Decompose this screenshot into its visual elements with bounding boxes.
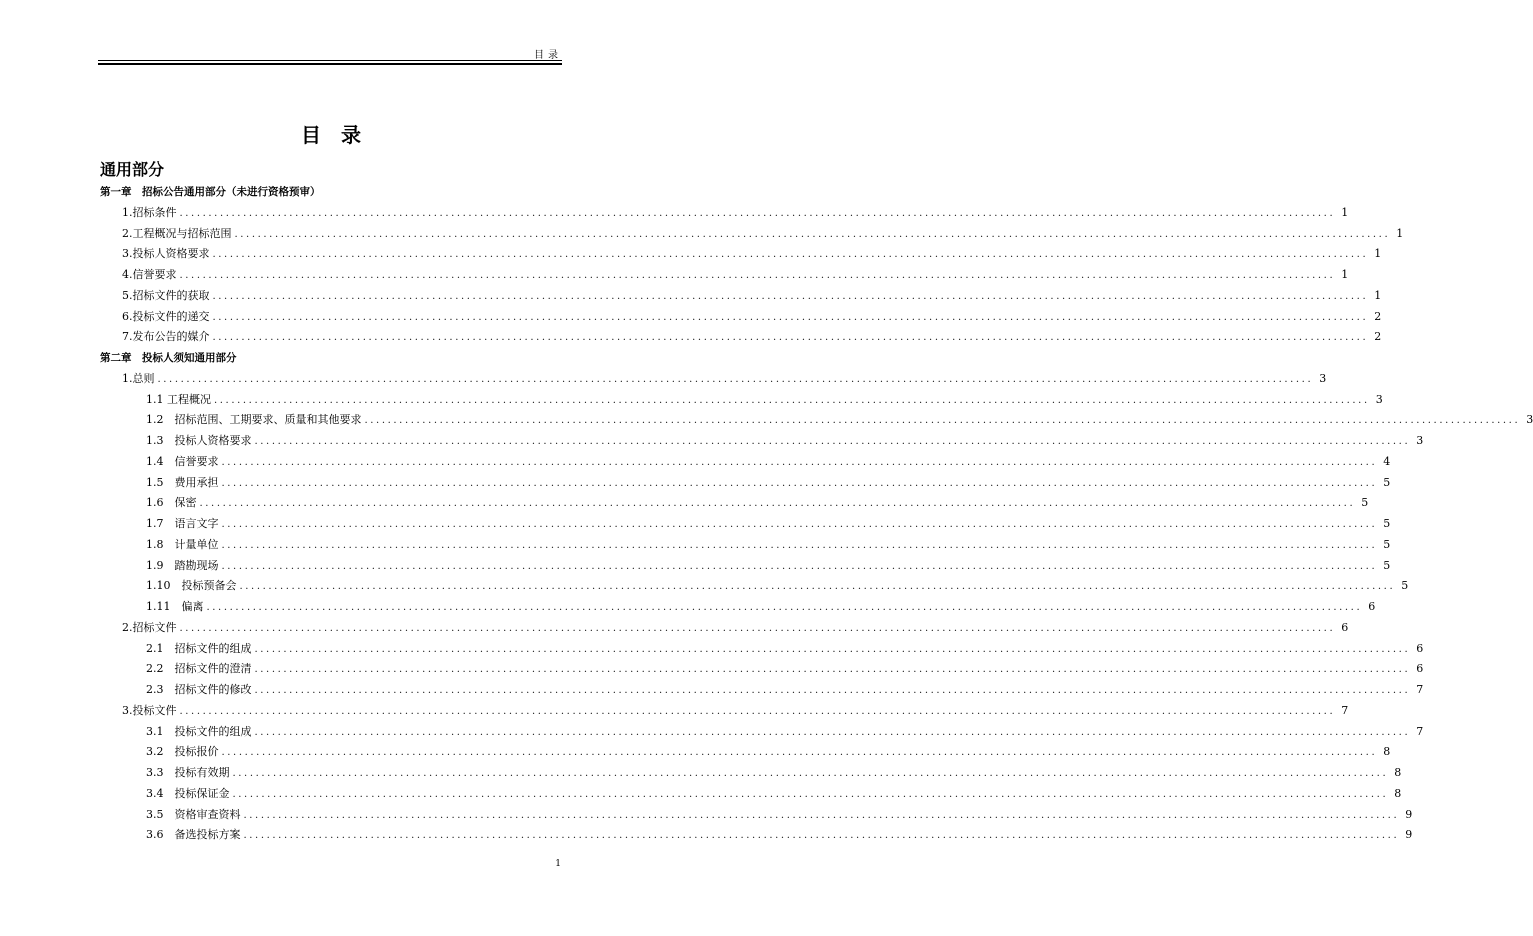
page-number: 1 bbox=[555, 859, 561, 869]
toc-dot-leader: ........................................................................................................................................................................................................ bbox=[364, 415, 1521, 427]
toc-entry-page: 1 bbox=[1374, 247, 1382, 261]
toc-entry[interactable] bbox=[100, 784, 1402, 805]
toc-dot-leader: ........................................................................................................................................................................................................ bbox=[234, 228, 1391, 240]
toc-entry-label: 7.发布公告的媒介 bbox=[122, 330, 210, 344]
toc-entry[interactable] bbox=[100, 556, 1391, 577]
toc-entry[interactable] bbox=[100, 493, 1369, 514]
toc-entry-page: 1 bbox=[1374, 288, 1382, 302]
toc-entry[interactable] bbox=[100, 307, 1382, 328]
toc-entry[interactable] bbox=[100, 410, 1533, 431]
toc-entry-page: 9 bbox=[1405, 807, 1413, 821]
toc-entry-label: 2.1 招标文件的组成 bbox=[146, 641, 252, 655]
toc-entry[interactable] bbox=[100, 244, 1382, 265]
toc-entry-label: 3.6 备选投标方案 bbox=[146, 828, 241, 842]
toc-entry-label: 4.信誉要求 bbox=[122, 268, 177, 281]
toc-entry[interactable] bbox=[100, 203, 1349, 224]
toc-entry[interactable] bbox=[100, 286, 1382, 307]
toc-entry-page: 3 bbox=[1416, 434, 1424, 447]
toc-entry-label: 1.9 踏勘现场 bbox=[146, 558, 219, 572]
toc-entry-label: 1.4 信誉要求 bbox=[146, 454, 219, 468]
toc-entry-page: 7 bbox=[1341, 703, 1349, 717]
toc-entry-label: 1.11 偏离 bbox=[146, 600, 204, 613]
toc-entry[interactable] bbox=[100, 639, 1424, 660]
toc-entry[interactable] bbox=[100, 265, 1349, 286]
toc-entry[interactable] bbox=[100, 535, 1391, 556]
toc-chapter-heading bbox=[100, 182, 562, 203]
toc-dot-leader: ........................................................................................................................................................................................................ bbox=[179, 207, 1336, 219]
toc-entry-label: 1.总则 bbox=[122, 371, 155, 385]
toc-entry-label: 1.2 招标范围、工期要求、质量和其他要求 bbox=[146, 413, 362, 427]
toc-entry[interactable] bbox=[100, 473, 1391, 494]
toc-entry-page: 6 bbox=[1416, 641, 1424, 655]
toc-entry-label: 1.6 保密 bbox=[146, 496, 197, 510]
toc-entry-label: 1.5 费用承担 bbox=[146, 475, 219, 489]
toc-entry[interactable] bbox=[100, 369, 1327, 390]
toc-entry[interactable] bbox=[100, 597, 1376, 618]
toc-entry-label: 1.7 语言文字 bbox=[146, 517, 219, 530]
toc-dot-leader: ........................................................................................................................................................................................................ bbox=[212, 290, 1369, 302]
toc-entry[interactable] bbox=[100, 390, 1383, 411]
toc-entry-page: 5 bbox=[1383, 475, 1391, 489]
toc-dot-leader: ........................................................................................................................................................................................................ bbox=[232, 768, 1389, 779]
toc-entry-page: 8 bbox=[1394, 786, 1402, 800]
toc-entry-label: 2.3 招标文件的修改 bbox=[146, 683, 252, 696]
toc-entry-label: 3.投标文件 bbox=[122, 703, 177, 717]
toc-entry[interactable] bbox=[100, 224, 1404, 245]
toc-entry-label: 2.2 招标文件的澄清 bbox=[146, 662, 252, 676]
toc-entry-label: 2.招标文件 bbox=[122, 620, 177, 634]
toc-entry-label: 3.3 投标有效期 bbox=[146, 766, 230, 779]
toc-entry-label: 第二章 投标人须知通用部分 bbox=[100, 352, 237, 364]
toc-dot-leader: ........................................................................................................................................................................................................ bbox=[254, 726, 1411, 738]
toc-dot-leader: ........................................................................................................................................................................................................ bbox=[221, 539, 1378, 551]
toc-dot-leader: ........................................................................................................................................................................................................ bbox=[239, 581, 1396, 593]
toc-entry-label: 2.工程概况与招标范围 bbox=[122, 226, 232, 240]
toc-entry-page: 7 bbox=[1416, 683, 1424, 696]
table-of-contents bbox=[100, 182, 1533, 846]
toc-entry-label: 1.8 计量单位 bbox=[146, 537, 219, 551]
toc-entry-page: 5 bbox=[1361, 496, 1369, 510]
toc-dot-leader: ........................................................................................................................................................................................................ bbox=[212, 249, 1369, 261]
toc-entry[interactable] bbox=[100, 742, 1391, 763]
toc-entry[interactable] bbox=[100, 514, 1391, 535]
toc-entry-page: 3 bbox=[1319, 371, 1327, 385]
toc-dot-leader: ........................................................................................................................................................................................................ bbox=[214, 394, 1370, 406]
toc-entry[interactable] bbox=[100, 327, 1382, 348]
toc-dot-leader: ........................................................................................................................................................................................................ bbox=[206, 602, 1363, 613]
toc-dot-leader: ........................................................................................................................................................................................................ bbox=[221, 477, 1378, 489]
toc-entry[interactable] bbox=[100, 576, 1409, 597]
toc-chapter-heading bbox=[100, 348, 562, 369]
toc-entry[interactable] bbox=[100, 825, 1413, 846]
toc-entry-page: 1 bbox=[1396, 226, 1404, 240]
toc-dot-leader: ........................................................................................................................................................................................................ bbox=[254, 664, 1411, 676]
toc-dot-leader: ........................................................................................................................................................................................................ bbox=[221, 456, 1378, 468]
toc-entry[interactable] bbox=[100, 701, 1349, 722]
toc-entry[interactable] bbox=[100, 763, 1402, 784]
toc-entry[interactable] bbox=[100, 805, 1413, 826]
toc-dot-leader: ........................................................................................................................................................................................................ bbox=[243, 809, 1400, 821]
toc-entry-page: 5 bbox=[1383, 517, 1391, 530]
toc-entry-label: 3.1 投标文件的组成 bbox=[146, 724, 252, 738]
toc-entry[interactable] bbox=[100, 431, 1424, 452]
toc-entry-label: 第一章 招标公告通用部分（未进行资格预审） bbox=[100, 186, 321, 198]
toc-dot-leader: ........................................................................................................................................................................................................ bbox=[157, 373, 1314, 385]
header-rule-thick bbox=[98, 63, 562, 65]
page-title: 目录 bbox=[301, 123, 381, 147]
toc-dot-leader: ........................................................................................................................................................................................................ bbox=[221, 560, 1378, 572]
toc-dot-leader: ........................................................................................................................................................................................................ bbox=[254, 436, 1411, 447]
toc-entry-page: 2 bbox=[1374, 309, 1382, 323]
toc-entry-page: 1 bbox=[1341, 205, 1349, 219]
toc-entry-page: 8 bbox=[1383, 745, 1391, 759]
toc-dot-leader: ........................................................................................................................................................................................................ bbox=[243, 830, 1400, 842]
toc-entry-label: 1.3 投标人资格要求 bbox=[146, 434, 252, 447]
toc-dot-leader: ........................................................................................................................................................................................................ bbox=[179, 622, 1336, 634]
toc-entry-page: 7 bbox=[1416, 724, 1424, 738]
toc-entry-label: 5.招标文件的获取 bbox=[122, 288, 210, 302]
toc-entry-page: 4 bbox=[1383, 454, 1391, 468]
toc-entry-page: 1 bbox=[1341, 268, 1349, 281]
toc-entry[interactable] bbox=[100, 680, 1424, 701]
toc-entry-page: 3 bbox=[1526, 413, 1533, 427]
toc-entry-page: 2 bbox=[1374, 330, 1382, 344]
toc-entry-label: 1.10 投标预备会 bbox=[146, 579, 237, 593]
toc-entry-label: 1.1 工程概况 bbox=[146, 392, 211, 406]
toc-dot-leader: ........................................................................................................................................................................................................ bbox=[254, 643, 1411, 655]
toc-dot-leader: ........................................................................................................................................................................................................ bbox=[221, 747, 1378, 759]
toc-entry-page: 6 bbox=[1368, 600, 1376, 613]
toc-entry[interactable] bbox=[100, 722, 1424, 743]
toc-dot-leader: ........................................................................................................................................................................................................ bbox=[254, 685, 1411, 696]
toc-entry-label: 1.招标条件 bbox=[122, 205, 177, 219]
toc-entry-label: 3.4 投标保证金 bbox=[146, 786, 230, 800]
toc-entry-page: 5 bbox=[1383, 537, 1391, 551]
toc-dot-leader: ........................................................................................................................................................................................................ bbox=[179, 270, 1336, 281]
toc-dot-leader: ........................................................................................................................................................................................................ bbox=[221, 519, 1378, 530]
toc-entry-page: 6 bbox=[1341, 620, 1349, 634]
toc-entry-page: 5 bbox=[1401, 579, 1409, 593]
toc-dot-leader: ........................................................................................................................................................................................................ bbox=[232, 788, 1389, 800]
header-rule-thin bbox=[98, 60, 562, 61]
toc-dot-leader: ........................................................................................................................................................................................................ bbox=[212, 332, 1369, 344]
toc-entry[interactable] bbox=[100, 659, 1424, 680]
toc-entry-page: 5 bbox=[1383, 558, 1391, 572]
toc-entry-page: 8 bbox=[1394, 766, 1402, 779]
toc-dot-leader: ........................................................................................................................................................................................................ bbox=[199, 498, 1356, 510]
part-heading: 通用部分 bbox=[100, 160, 165, 179]
toc-entry-label: 3.投标人资格要求 bbox=[122, 247, 210, 261]
toc-entry-label: 3.5 资格审查资料 bbox=[146, 807, 241, 821]
toc-entry-page: 6 bbox=[1416, 662, 1424, 676]
toc-dot-leader: ........................................................................................................................................................................................................ bbox=[179, 705, 1336, 717]
toc-entry-page: 3 bbox=[1375, 392, 1383, 406]
toc-entry[interactable] bbox=[100, 452, 1391, 473]
toc-entry[interactable] bbox=[100, 618, 1349, 639]
toc-entry-label: 3.2 投标报价 bbox=[146, 745, 219, 759]
running-header: 目录 bbox=[534, 50, 562, 61]
toc-entry-label: 6.投标文件的递交 bbox=[122, 309, 210, 323]
toc-entry-page: 9 bbox=[1405, 828, 1413, 842]
toc-dot-leader: ........................................................................................................................................................................................................ bbox=[212, 311, 1369, 323]
